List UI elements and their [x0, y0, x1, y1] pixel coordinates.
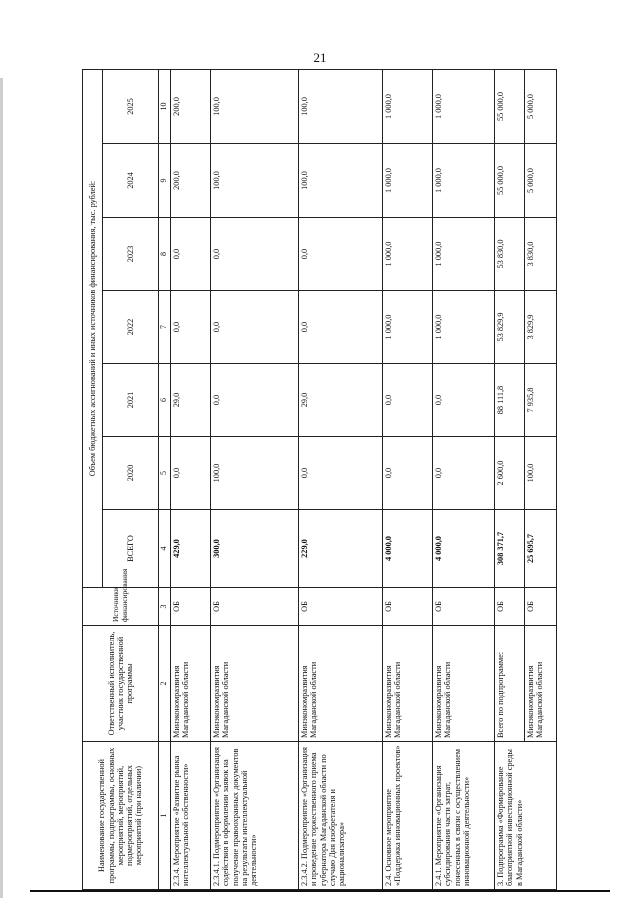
row-value: 1 000,0 [433, 218, 495, 291]
row-source: ОБ [433, 588, 495, 626]
row-name: 2.3.4.1. Подмероприятие «Организация содействия в оформлении заявок на получение правоохранных документов на результаты интеллектуальной деятельности» [211, 742, 299, 890]
header-year: 2024 [103, 144, 159, 218]
subprogram-name: 3. Подпрограмма «Формирование благоприятной инвестиционной среды в Магаданской области» [495, 742, 557, 890]
row-value: 1 000,0 [383, 69, 433, 143]
header-year: 2021 [103, 364, 159, 437]
row-name: 2.3.4. Мероприятие «Развитие рынка интеллектуальной собственности» [171, 742, 211, 890]
row-executor: Минэкономразвития Магаданской области [383, 626, 433, 742]
column-index: 7 [159, 291, 171, 364]
row-value: 0,0 [299, 291, 383, 364]
row-total: 229,0 [299, 510, 383, 588]
row-value: 1 000,0 [433, 291, 495, 364]
row-value: 0,0 [171, 437, 211, 510]
row-executor: Минэкономразвития Магаданской области [525, 626, 557, 742]
header-year: 2020 [103, 437, 159, 510]
rotated-table-container [82, 70, 556, 890]
row-value: 100,0 [211, 69, 299, 143]
row-value: 100,0 [525, 437, 557, 510]
row-executor: Всего по подпрограмме: [495, 626, 525, 742]
row-value: 55 000,0 [495, 69, 525, 143]
column-index: 5 [159, 437, 171, 510]
header-source: Источники финансирования [83, 588, 159, 626]
page-number: 21 [313, 50, 327, 65]
row-name: 2.4.1. Мероприятие «Организация субсидирования части затрат, понесенных в связи с осуществлением инновационной деятельности» [433, 742, 495, 890]
row-value: 0,0 [299, 437, 383, 510]
row-value: 5 000,0 [525, 69, 557, 143]
row-value: 2 600,0 [495, 437, 525, 510]
row-total: 4 000,0 [383, 510, 433, 588]
row-value: 3 829,9 [525, 291, 557, 364]
row-value: 88 111,8 [495, 364, 525, 437]
table-row [383, 69, 433, 889]
row-total: 4 000,0 [433, 510, 495, 588]
row-value: 0,0 [383, 364, 433, 437]
table-row [299, 69, 383, 889]
row-value: 0,0 [211, 291, 299, 364]
row-value: 53 829,9 [495, 291, 525, 364]
row-executor: Минэкономразвития Магаданской области [433, 626, 495, 742]
table-row [433, 69, 495, 889]
row-value: 5 000,0 [525, 144, 557, 218]
row-value: 0,0 [299, 218, 383, 291]
row-value: 200,0 [171, 69, 211, 143]
header-name: Наименование государственной программы, подпрограммы, основных мероприятий, мероприятий, подмероприятий, отдельных мероприятий (при наличии) [83, 742, 159, 890]
table-row [211, 69, 299, 889]
row-value: 100,0 [299, 144, 383, 218]
header-year: 2025 [103, 69, 159, 143]
row-source: ОБ [525, 588, 557, 626]
row-source: ОБ [495, 588, 525, 626]
column-index: 10 [159, 69, 171, 143]
column-index: 8 [159, 218, 171, 291]
row-name: 2.3.4.2. Подмероприятие «Организация и проведение торжественного приема губернатора Магаданской области по случаю Дня изобретателя и рационализатора» [299, 742, 383, 890]
row-value: 3 830,0 [525, 218, 557, 291]
column-index: 2 [159, 626, 171, 742]
row-executor: Минэкономразвития Магаданской области [211, 626, 299, 742]
row-value: 1 000,0 [383, 218, 433, 291]
row-value: 0,0 [383, 437, 433, 510]
row-name: 2.4. Основное мероприятие «Поддержка инновационных проектов» [383, 742, 433, 890]
row-value: 29,0 [171, 364, 211, 437]
row-value: 0,0 [433, 437, 495, 510]
row-source: ОБ [171, 588, 211, 626]
row-value: 1 000,0 [433, 144, 495, 218]
row-value: 0,0 [171, 218, 211, 291]
row-value: 100,0 [299, 69, 383, 143]
row-value: 0,0 [171, 291, 211, 364]
column-index: 1 [159, 742, 171, 890]
row-value: 1 000,0 [383, 291, 433, 364]
column-index: 3 [159, 588, 171, 626]
column-index-row [159, 69, 171, 889]
column-index: 4 [159, 510, 171, 588]
scan-edge-shadow [0, 78, 3, 898]
row-value: 7 935,8 [525, 364, 557, 437]
row-total: 308 371,7 [495, 510, 525, 588]
row-total: 429,0 [171, 510, 211, 588]
row-value: 0,0 [211, 218, 299, 291]
row-value: 100,0 [211, 437, 299, 510]
row-value: 1 000,0 [433, 69, 495, 143]
bottom-rule-divider [30, 890, 610, 892]
row-value: 55 000,0 [495, 144, 525, 218]
header-year: 2023 [103, 218, 159, 291]
row-value: 1 000,0 [383, 144, 433, 218]
row-value: 0,0 [211, 364, 299, 437]
column-index: 9 [159, 144, 171, 218]
row-value: 0,0 [433, 364, 495, 437]
row-source: ОБ [299, 588, 383, 626]
financing-table [82, 69, 557, 890]
row-source: ОБ [211, 588, 299, 626]
row-executor: Минэкономразвития Магаданской области [171, 626, 211, 742]
row-value: 100,0 [211, 144, 299, 218]
row-value: 29,0 [299, 364, 383, 437]
row-value: 53 830,0 [495, 218, 525, 291]
header-executor: Ответственный исполнитель, участник государственной программы [83, 626, 159, 742]
header-year: 2022 [103, 291, 159, 364]
header-total: ВСЕГО [103, 510, 159, 588]
row-value: 200,0 [171, 144, 211, 218]
row-source: ОБ [383, 588, 433, 626]
row-total: 25 695,7 [525, 510, 557, 588]
table-row [171, 69, 211, 889]
subprogram-total-row [495, 69, 525, 889]
column-index: 6 [159, 364, 171, 437]
header-funding: Объем бюджетных ассигнований и иных источников финансирования, тыс. рублей: [83, 69, 103, 587]
row-executor: Минэкономразвития Магаданской области [299, 626, 383, 742]
row-total: 300,0 [211, 510, 299, 588]
